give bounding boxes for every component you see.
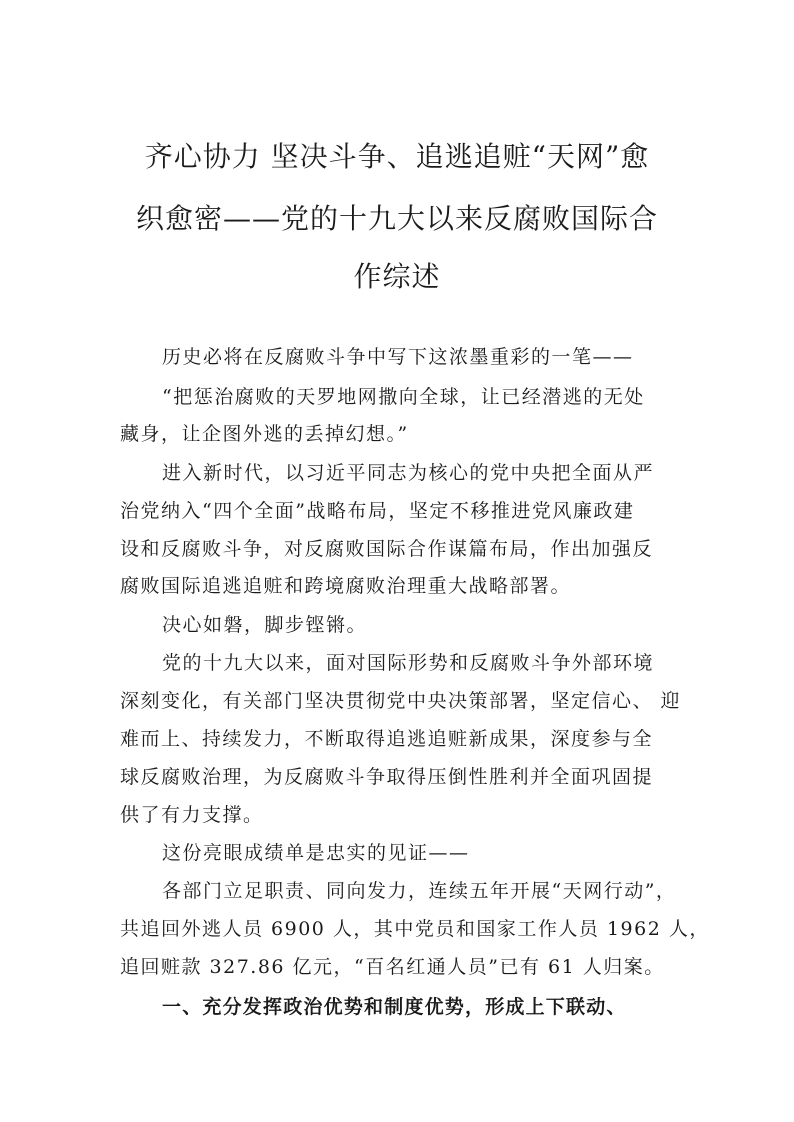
document-title-line-3: 作综述 [353,260,441,293]
section-heading: 一、充分发挥政治优势和制度优势，形成上下联动、 [162,996,627,1018]
paragraph-intro: 历史必将在反腐败斗争中写下这浓墨重彩的一笔—— [162,346,634,368]
paragraph-line: 共追回外逃人员 6900 人，其中党员和国家工作人员 1962 人， [120,918,710,940]
paragraph-line: 追回赃款 327.86 亿元，“百名红通人员”已有 61 人归案。 [120,956,665,978]
document-title-line-1: 齐心协力 坚决斗争、追逃追赃“天网”愈 [144,140,650,173]
paragraph-line: 设和反腐败斗争，对反腐败国际合作谋篇布局，作出加强反 [120,538,654,560]
paragraph-line: 治党纳入“四个全面”战略布局，坚定不移推进党风廉政建 [120,500,635,522]
paragraph-line: 深刻变化，有关部门坚决贯彻党中央决策部署，坚定信心、 迎 [120,690,682,712]
paragraph-line: 难而上、持续发力，不断取得追逃追赃新成果，深度参与全 [120,728,654,750]
paragraph-line: 球反腐败治理，为反腐败斗争取得压倒性胜利并全面巩固提 [120,766,654,788]
document-title-line-2: 织愈密——党的十九大以来反腐败国际合 [135,202,658,235]
paragraph-line: 进入新时代，以习近平同志为核心的党中央把全面从严 [162,462,655,484]
paragraph-line: 各部门立足职责、同向发力，连续五年开展“天网行动”， [162,880,677,902]
paragraph-line: 决心如磐，脚步铿锵。 [162,614,368,636]
paragraph-line: 供了有力支撑。 [120,804,264,826]
paragraph-line: 这份亮眼成绩单是忠实的见证—— [162,842,470,864]
quote-line: “把惩治腐败的天罗地网撒向全球，让已经潜逃的无处 [162,386,645,408]
paragraph-line: 腐败国际追逃追赃和跨境腐败治理重大战略部署。 [120,575,572,597]
quote-line: 藏身，让企图外逃的丢掉幻想。” [120,423,409,445]
paragraph-line: 党的十九大以来，面对国际形势和反腐败斗争外部环境 [162,652,655,674]
